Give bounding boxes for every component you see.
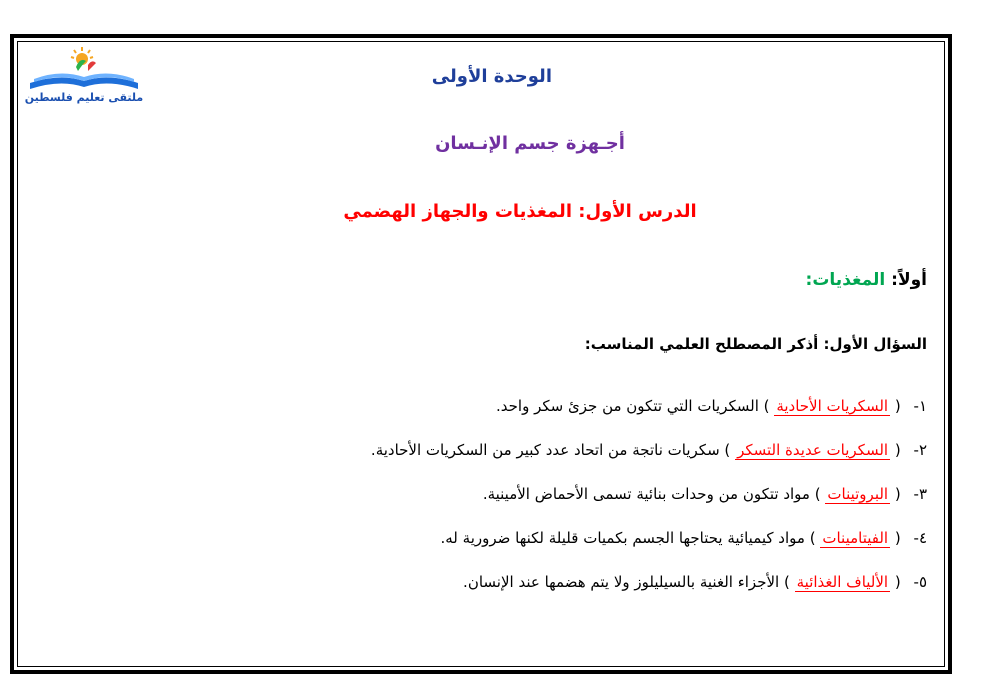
close-paren: ): [724, 441, 731, 459]
open-paren: (: [894, 573, 901, 591]
open-paren: (: [894, 397, 901, 415]
item-answer: الفيتامينات: [822, 529, 889, 547]
item-answer: الألياف الغذائية: [796, 573, 889, 591]
item-answer: السكريات عديدة التسكر: [737, 441, 889, 459]
chapter-title: أجـهزة جسم الإنـسان: [435, 133, 625, 154]
close-paren: ): [763, 397, 770, 415]
logo-emblem-icon: [20, 45, 148, 93]
section-name: المغذيات:: [805, 270, 886, 290]
open-paren: (: [894, 485, 901, 503]
close-paren: ): [783, 573, 790, 591]
list-item: [463, 573, 927, 591]
item-answer: السكريات الأحادية: [776, 397, 889, 415]
item-text: مواد تتكون من وحدات بنائية تسمى الأحماض الأمينية.: [482, 485, 810, 503]
lesson-title: الدرس الأول: المغذيات والجهاز الهضمي: [343, 201, 697, 222]
question-heading: السؤال الأول: أذكر المصطلح العلمي المناسب:: [584, 335, 927, 353]
list-item: [496, 397, 927, 415]
open-paren: (: [894, 529, 901, 547]
list-item: [483, 485, 927, 503]
logo: [20, 45, 148, 109]
item-number: ٣-: [913, 485, 927, 503]
item-text: السكريات التي تتكون من جزئ سكر واحد.: [496, 397, 759, 415]
item-text: الأجزاء الغنية بالسيليلوز ولا يتم هضمها عند الإنسان.: [463, 573, 780, 591]
item-number: ٥-: [913, 573, 927, 591]
close-paren: ): [809, 529, 816, 547]
section-heading: [806, 270, 927, 290]
item-text: مواد كيميائية يحتاجها الجسم بكميات قليلة لكنها ضرورية له.: [440, 529, 805, 547]
item-answer: البروتينات: [827, 485, 889, 503]
close-paren: ): [814, 485, 821, 503]
list-item: [371, 441, 927, 459]
item-number: ١-: [913, 397, 927, 415]
item-number: ٢-: [913, 441, 927, 459]
item-text: سكريات ناتجة من اتحاد عدد كبير من السكريات الأحادية.: [370, 441, 720, 459]
item-number: ٤-: [913, 529, 927, 547]
open-paren: (: [894, 441, 901, 459]
unit-title: الوحدة الأولى: [431, 66, 552, 87]
section-prefix: أولاً:: [891, 270, 927, 290]
logo-text: ملتقى تعليم فلسطين: [24, 91, 144, 104]
list-item: [441, 529, 928, 547]
